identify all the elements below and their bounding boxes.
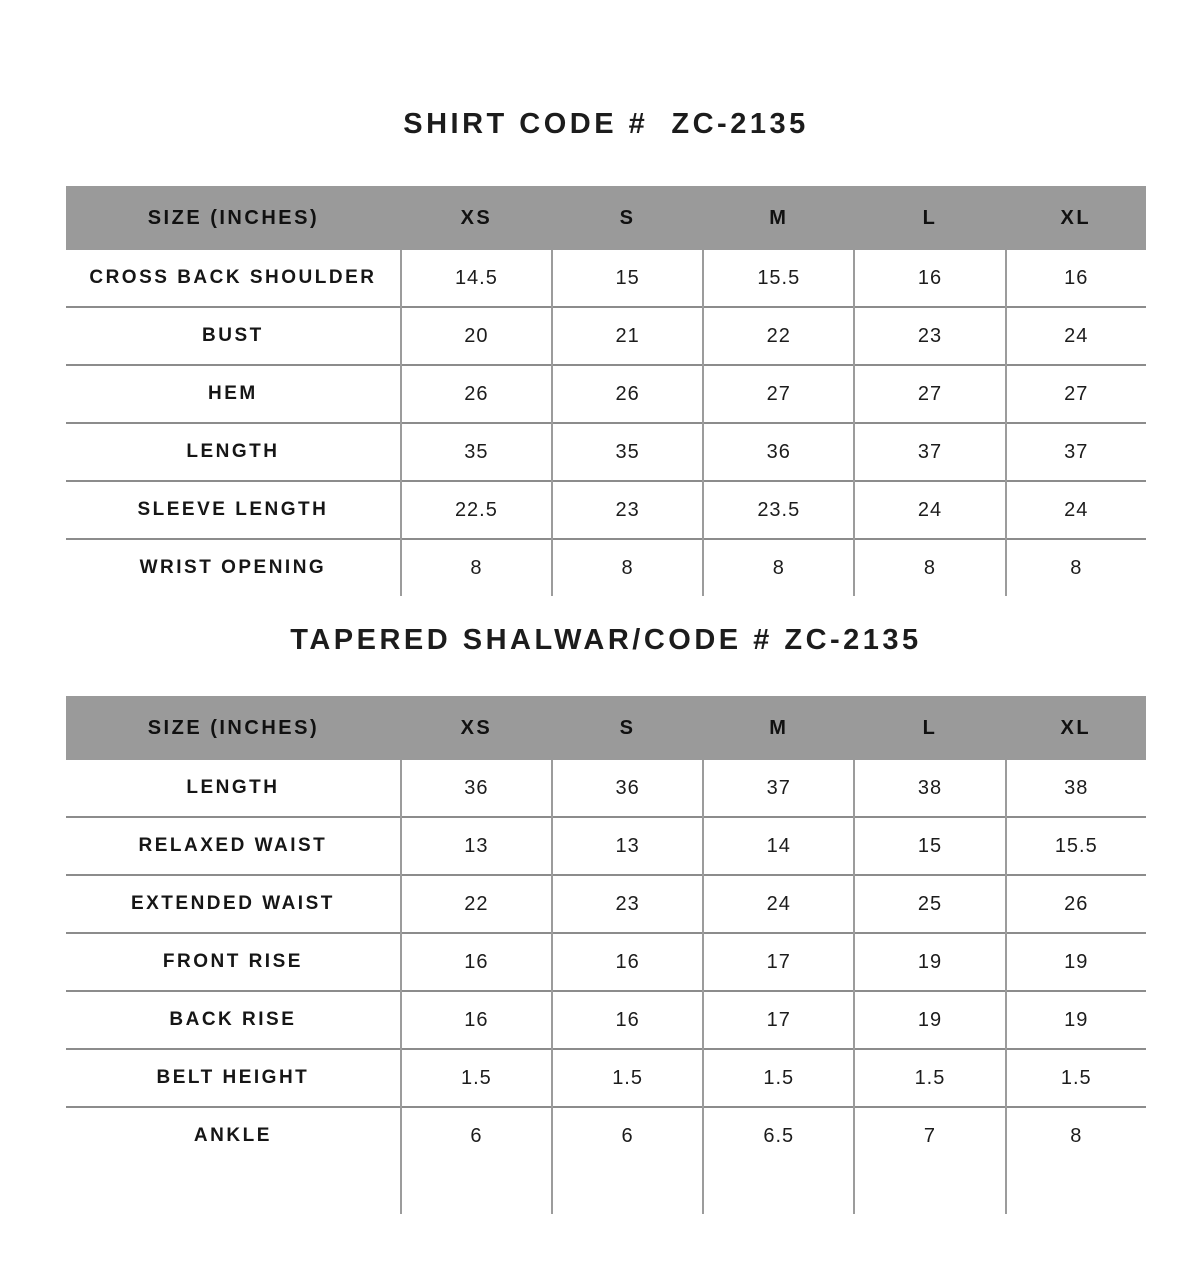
measurement-label-cell: WRIST OPENING <box>66 539 401 596</box>
size-value-cell: 16 <box>401 991 552 1049</box>
size-value-cell: 24 <box>1006 307 1146 365</box>
size-value-cell: 22 <box>401 875 552 933</box>
size-value-cell: 37 <box>854 423 1005 481</box>
size-value-cell: 35 <box>552 423 703 481</box>
shirt-table-body <box>66 250 1146 596</box>
size-column-header-s: S <box>552 696 703 760</box>
size-value-cell: 15.5 <box>1006 817 1146 875</box>
size-value-cell: 8 <box>401 539 552 596</box>
size-value-cell: 36 <box>552 760 703 817</box>
empty-cell <box>1006 1164 1146 1214</box>
size-value-cell: 22.5 <box>401 481 552 539</box>
table-row <box>66 539 1146 596</box>
measurement-label-cell: BELT HEIGHT <box>66 1049 401 1107</box>
empty-spacer-row <box>66 1164 1146 1214</box>
measurement-label-cell: LENGTH <box>186 777 280 798</box>
empty-cell <box>401 1164 552 1214</box>
size-value-cell: 16 <box>1006 250 1146 307</box>
size-column-header-xs: XS <box>401 696 552 760</box>
empty-cell <box>854 1164 1005 1214</box>
measurement-label-cell: EXTENDED WAIST <box>66 875 401 933</box>
size-value-cell: 6 <box>552 1107 703 1164</box>
empty-cell <box>703 1164 854 1214</box>
size-value-cell: 1.5 <box>1006 1049 1146 1107</box>
size-value-cell: 1.5 <box>703 1049 854 1107</box>
size-value-cell: 8 <box>1006 539 1146 596</box>
shalwar-size-table <box>66 696 1146 1214</box>
size-value-cell: 13 <box>552 817 703 875</box>
size-value-cell: 24 <box>703 875 854 933</box>
size-value-cell: 38 <box>1006 760 1146 817</box>
size-value-cell: 37 <box>703 760 854 817</box>
size-column-header-xl: XL <box>1006 696 1146 760</box>
size-column-header-l: L <box>854 696 1005 760</box>
size-value-cell: 16 <box>552 933 703 991</box>
size-value-cell: 14.5 <box>401 250 552 307</box>
shalwar-table-header <box>66 696 1146 760</box>
table-row <box>66 991 1146 1049</box>
size-value-cell: 27 <box>703 365 854 423</box>
size-value-cell: 19 <box>1006 991 1146 1049</box>
size-value-cell: 19 <box>854 933 1005 991</box>
table-row <box>66 250 1146 307</box>
table-row <box>66 933 1146 991</box>
size-value-cell: 23 <box>854 307 1005 365</box>
shirt-size-table <box>66 186 1146 596</box>
size-units-header: SIZE (INCHES) <box>66 696 401 760</box>
size-value-cell: 24 <box>1006 481 1146 539</box>
size-column-header-xs: XS <box>401 186 552 250</box>
size-value-cell: 20 <box>401 307 552 365</box>
size-value-cell: 16 <box>854 250 1005 307</box>
table-row <box>66 481 1146 539</box>
size-value-cell: 8 <box>703 539 854 596</box>
shirt-table-header <box>66 186 1146 250</box>
shalwar-table-body <box>66 760 1146 1214</box>
size-value-cell: 1.5 <box>552 1049 703 1107</box>
size-value-cell: 19 <box>1006 933 1146 991</box>
size-value-cell: 14 <box>703 817 854 875</box>
size-value-cell: 36 <box>703 423 854 481</box>
size-value-cell: 19 <box>854 991 1005 1049</box>
size-value-cell: 27 <box>1006 365 1146 423</box>
measurement-label-cell: SLEEVE LENGTH <box>66 481 401 539</box>
size-chart-page <box>66 0 1146 1272</box>
size-value-cell: 8 <box>854 539 1005 596</box>
header-row <box>66 186 1146 250</box>
size-value-cell: 1.5 <box>401 1049 552 1107</box>
empty-cell <box>66 1164 401 1214</box>
size-value-cell: 8 <box>552 539 703 596</box>
table-row <box>66 365 1146 423</box>
size-value-cell: 15.5 <box>703 250 854 307</box>
shirt-table-title: SHIRT CODE # ZC-2135 <box>403 108 809 140</box>
size-value-cell: 26 <box>552 365 703 423</box>
measurement-label-cell: ANKLE <box>66 1107 401 1164</box>
table-row <box>66 1049 1146 1107</box>
size-value-cell: 6.5 <box>703 1107 854 1164</box>
size-value-cell: 16 <box>401 933 552 991</box>
measurement-label-cell: BUST <box>66 307 401 365</box>
size-column-header-xl: XL <box>1006 186 1146 250</box>
size-value-cell: 7 <box>854 1107 1005 1164</box>
size-value-cell: 15 <box>854 817 1005 875</box>
measurement-label-cell: BACK RISE <box>66 991 401 1049</box>
size-value-cell: 36 <box>401 760 552 817</box>
size-value-cell: 24 <box>854 481 1005 539</box>
size-value-cell: 38 <box>854 760 1005 817</box>
table-row <box>66 875 1146 933</box>
size-value-cell: 16 <box>552 991 703 1049</box>
table-row <box>66 760 1146 817</box>
size-value-cell: 26 <box>1006 875 1146 933</box>
size-value-cell: 26 <box>401 365 552 423</box>
table-row <box>66 423 1146 481</box>
measurement-label-cell: RELAXED WAIST <box>66 817 401 875</box>
size-value-cell: 22 <box>703 307 854 365</box>
size-units-header: SIZE (INCHES) <box>66 186 401 250</box>
size-value-cell: 23.5 <box>703 481 854 539</box>
size-column-header-m: M <box>703 186 854 250</box>
size-value-cell: 27 <box>854 365 1005 423</box>
size-value-cell: 15 <box>552 250 703 307</box>
header-row <box>66 696 1146 760</box>
size-column-header-l: L <box>854 186 1005 250</box>
size-value-cell: 17 <box>703 991 854 1049</box>
size-value-cell: 6 <box>401 1107 552 1164</box>
table-row <box>66 817 1146 875</box>
measurement-label-cell: FRONT RISE <box>66 933 401 991</box>
table-row <box>66 1107 1146 1164</box>
size-column-header-m: M <box>703 696 854 760</box>
size-value-cell: 25 <box>854 875 1005 933</box>
empty-cell <box>552 1164 703 1214</box>
size-value-cell: 35 <box>401 423 552 481</box>
size-value-cell: 17 <box>703 933 854 991</box>
measurement-label-cell: CROSS BACK SHOULDER <box>89 267 377 288</box>
size-column-header-s: S <box>552 186 703 250</box>
size-value-cell: 23 <box>552 481 703 539</box>
size-value-cell: 13 <box>401 817 552 875</box>
measurement-label-cell: LENGTH <box>66 423 401 481</box>
size-value-cell: 21 <box>552 307 703 365</box>
size-value-cell: 23 <box>552 875 703 933</box>
size-value-cell: 1.5 <box>854 1049 1005 1107</box>
size-value-cell: 37 <box>1006 423 1146 481</box>
shalwar-table-title: TAPERED SHALWAR/CODE # ZC-2135 <box>290 624 922 656</box>
size-value-cell: 8 <box>1006 1107 1146 1164</box>
table-row <box>66 307 1146 365</box>
measurement-label-cell: HEM <box>66 365 401 423</box>
